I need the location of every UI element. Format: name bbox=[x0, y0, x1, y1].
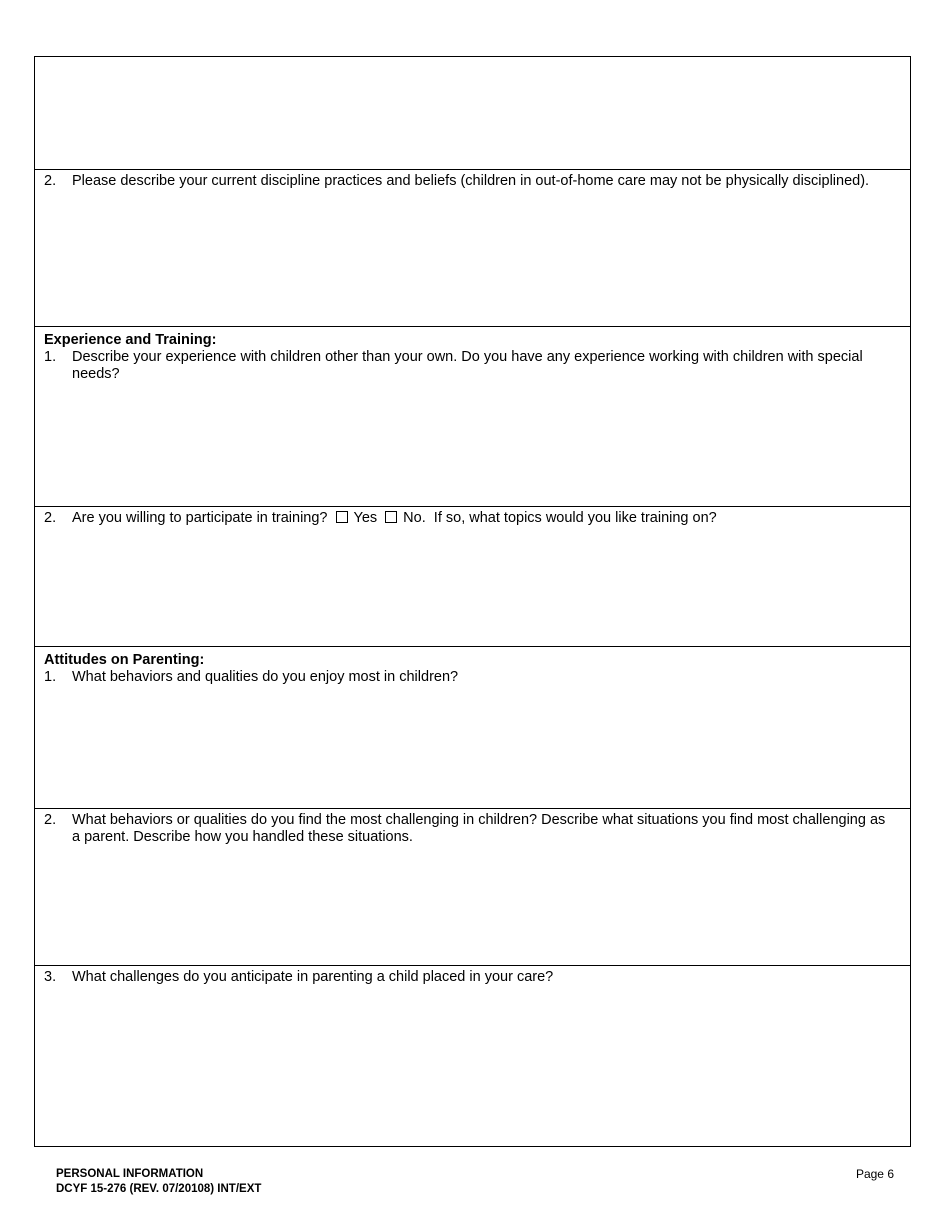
training-question bbox=[44, 510, 896, 527]
attitudes-q3-cell[interactable] bbox=[35, 966, 910, 1146]
experience-training-heading: Experience and Training: bbox=[44, 332, 217, 348]
footer-form-number: DCYF 15-276 (REV. 07/20108) INT/EXT bbox=[56, 1183, 262, 1195]
question-number: 3. bbox=[44, 969, 57, 985]
experience-q2-cell[interactable] bbox=[35, 507, 910, 647]
attitudes-question-3 bbox=[44, 969, 896, 986]
training-topics-text: If so, what topics would you like training on? bbox=[433, 510, 717, 526]
question-text: Please describe your current discipline practices and beliefs (children in out-of-home care may not be physically disciplined). bbox=[72, 173, 870, 189]
question-number: 2. bbox=[44, 173, 57, 189]
question-text: What behaviors or qualities do you find the most challenging in children? Describe what situations you find most challenging as a parent. Describe how you handled these situations. bbox=[72, 812, 886, 845]
experience-question-1 bbox=[44, 349, 896, 383]
question-text: What behaviors and qualities do you enjoy most in children? bbox=[72, 669, 459, 685]
question-number: 1. bbox=[44, 669, 57, 685]
attitudes-question-2 bbox=[44, 812, 896, 846]
footer-personal-information: PERSONAL INFORMATION bbox=[56, 1168, 204, 1180]
attitudes-q1-cell[interactable] bbox=[35, 647, 910, 809]
attitudes-parenting-heading: Attitudes on Parenting: bbox=[44, 652, 205, 668]
training-no-checkbox[interactable] bbox=[385, 511, 397, 523]
question-number: 1. bbox=[44, 349, 57, 365]
question-text: What challenges do you anticipate in parenting a child placed in your care? bbox=[72, 969, 554, 985]
answer-area-previous-question[interactable] bbox=[35, 57, 910, 170]
no-label: No. bbox=[403, 510, 426, 526]
attitudes-q2-cell[interactable] bbox=[35, 809, 910, 966]
footer-form-info bbox=[56, 1167, 261, 1197]
experience-q1-cell[interactable] bbox=[35, 327, 910, 507]
attitudes-question-1 bbox=[44, 669, 896, 686]
yes-label: Yes bbox=[353, 510, 378, 526]
discipline-question-cell[interactable] bbox=[35, 170, 910, 327]
training-question-text: Are you willing to participate in training? bbox=[72, 510, 328, 526]
discipline-question bbox=[44, 173, 896, 190]
question-number: 2. bbox=[44, 510, 57, 526]
question-number: 2. bbox=[44, 812, 57, 828]
page-number: Page 6 bbox=[855, 1167, 894, 1181]
question-text: Describe your experience with children other than your own. Do you have any experience working with children with special needs? bbox=[72, 349, 863, 382]
form-table bbox=[34, 56, 911, 1147]
training-yes-checkbox[interactable] bbox=[336, 511, 348, 523]
question-text bbox=[72, 510, 896, 527]
